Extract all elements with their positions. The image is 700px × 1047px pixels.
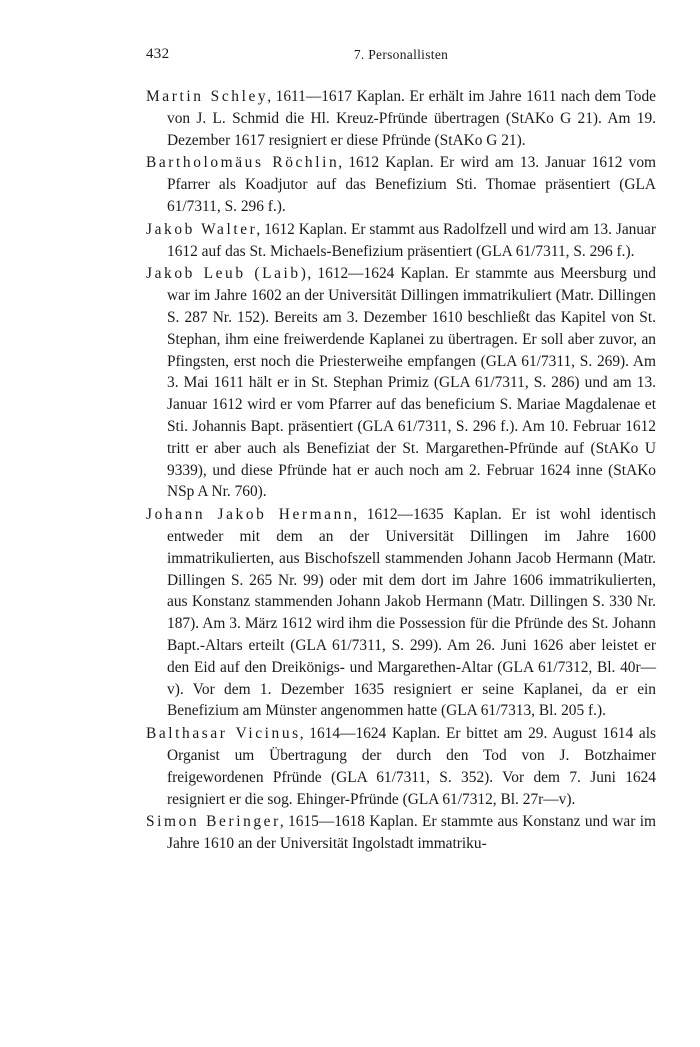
list-item: [146, 811, 656, 855]
list-item: [146, 723, 656, 810]
list-item: [146, 263, 656, 503]
personnel-list: [146, 86, 656, 856]
page-header: [146, 46, 656, 70]
running-head: 7. Personallisten: [353, 47, 449, 62]
list-item: [146, 219, 656, 263]
list-item: [146, 152, 656, 217]
entry-text: , 1612—1635 Kaplan. Er ist wohl identisch entweder mit dem an der Universität Dillingen im Jahre 1600 immatrikulierten, aus Bischofszell stammenden Johann Jacob Hermann (Matr. Dillingen S. 265 Nr. 99) oder mit dem dort im Jahre 1606 immatrikulierten, aus Konstanz stammenden Johann Jakob Hermann (Matr. Dillingen S. 330 Nr. 187). Am 3. März 1612 wird ihm die Possession für die Pfründe des St. Johann Bapt.-Altars erteilt (GLA 61/7311, S. 299). Am 26. Juni 1626 aber leistet er den Eid auf den Dreikönigs- und Margarethen-Altar (GLA 61/7312, Bl. 40r—v). Vor dem 1. Dezember 1635 resigniert er seine Kaplanei, da er ein Benefizium am Münster angenommen hatte (GLA 61/7313, Bl. 205 f.).: [167, 506, 656, 720]
entry-name: Simon Beringer: [146, 813, 281, 831]
entry-name: Martin Schley: [146, 88, 269, 105]
page-number: 432: [146, 46, 170, 62]
entry-name: Balthasar Vicinus: [146, 725, 301, 743]
list-item: [146, 504, 656, 722]
entry-text: , 1611—1617 Kaplan. Er erhält im Jahre 1611 nach dem Tode von J. L. Schmid die Hl. Kreuz-Pfründe übertragen (StAKo G 21). Am 19. Dezember 1617 resigniert er diese Pfründe (StAKo G 21).: [167, 88, 656, 149]
entry-name: Jakob Walter: [146, 220, 258, 238]
entry-text: , 1612 Kaplan. Er stammt aus Radolfzell und wird am 13. Januar 1612 auf das St. Michaels-Benefizium präsentiert (GLA 61/7311, S. 296 f.).: [167, 220, 656, 260]
entry-text: , 1615—1618 Kaplan. Er stammte aus Konstanz und war im Jahre 1610 an der Universität Ingolstadt immatriku-: [167, 813, 656, 853]
entry-text: , 1614—1624 Kaplan. Er bittet am 29. August 1614 als Organist um Übertragung der durch den Tod von J. Botzhaimer freigewordenen Pfründe (GLA 61/7311, S. 352). Vor dem 7. Juni 1624 resigniert er die sog. Ehinger-Pfründe (GLA 61/7312, Bl. 27r—v).: [167, 725, 656, 808]
entry-text: , 1612—1624 Kaplan. Er stammte aus Meersburg und war im Jahre 1602 an der Universität Dillingen immatrikuliert (Matr. Dillingen S. 287 Nr. 152). Bereits am 3. Dezember 1610 beschließt das Kapitel von St. Stephan, ihm eine freiwerdende Kaplanei zu übertragen. Er soll aber zuvor, an Pfingsten, erst noch die Priesterweihe empfangen (GLA 61/7311, S. 269). Am 3. Mai 1611 hält er in St. Stephan Primiz (GLA 61/7311, S. 286) und am 13. Januar 1612 wird er vom Pfarrer auf das beneficium S. Mariae Magdalenae et Sti. Johannis Bapt. präsentiert (GLA 61/7311, S. 296 f.). Am 10. Februar 1612 tritt er aber auch als Benefiziat der St. Margarethen-Pfründe auf (StAKo U 9339), und diese Pfründe hat er auch noch am 2. Februar 1624 inne (StAKo NSp A Nr. 760).: [167, 265, 656, 501]
entry-text: , 1612 Kaplan. Er wird am 13. Januar 1612 vom Pfarrer als Koadjutor auf das Benefizium Sti. Thomae präsentiert (GLA 61/7311, S. 296 f.).: [167, 154, 656, 215]
list-item: [146, 86, 656, 151]
entry-name: Bartholomäus Röchlin: [146, 154, 340, 172]
entry-name: Johann Jakob Hermann: [146, 506, 355, 524]
entry-name: Jakob Leub (Laib): [146, 265, 309, 283]
